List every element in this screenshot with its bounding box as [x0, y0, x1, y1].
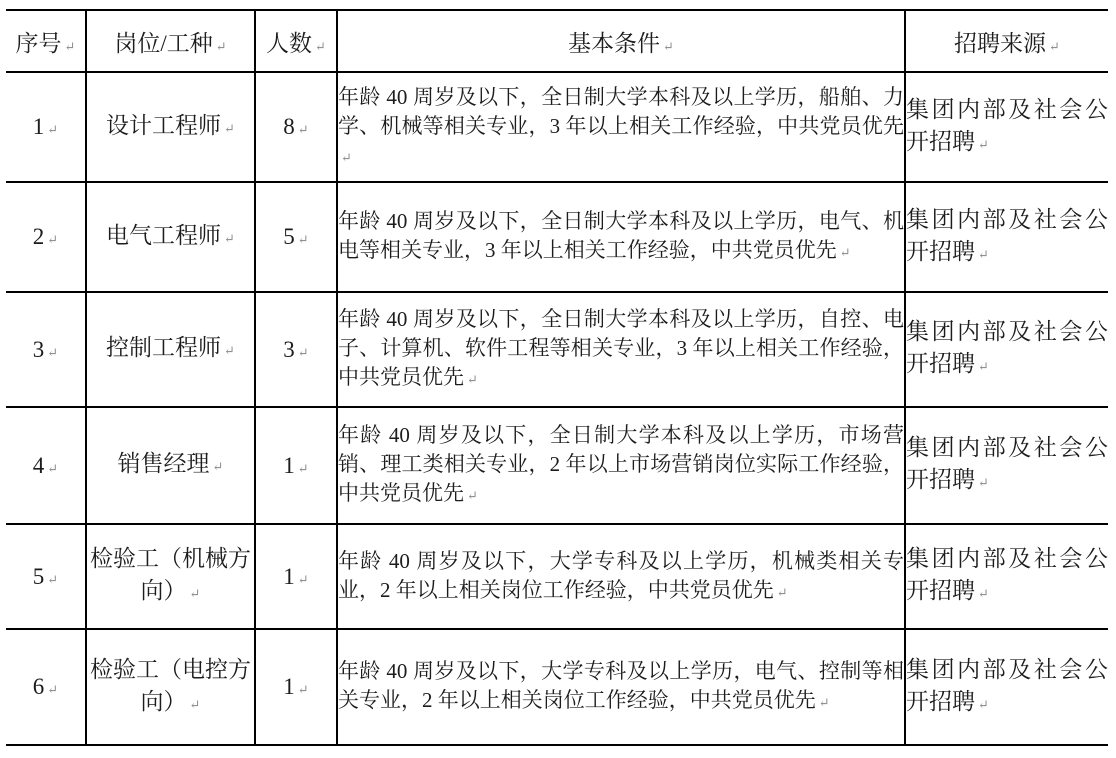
pilcrow-icon: ↵ — [215, 38, 227, 54]
headcount: 1 — [283, 563, 295, 589]
cell-headcount — [255, 182, 337, 292]
cell-source — [905, 629, 1108, 745]
cell-serial-no — [6, 292, 86, 407]
cell-conditions — [337, 407, 905, 524]
pilcrow-icon: ↵ — [839, 245, 851, 260]
cell-serial-no — [6, 629, 86, 745]
pilcrow-icon: ↵ — [467, 488, 478, 503]
table-row — [6, 292, 1108, 407]
pilcrow-icon: ↵ — [224, 343, 235, 358]
pilcrow-icon: ↵ — [663, 38, 674, 54]
cell-position — [86, 524, 255, 629]
position-name: 检验工（电控方向） — [90, 656, 251, 714]
cell-headcount — [255, 407, 337, 524]
pilcrow-icon: ↵ — [297, 571, 309, 587]
cell-headcount — [255, 524, 337, 629]
header-label: 岗位/工种 — [114, 30, 213, 56]
header-label: 基本条件 — [568, 30, 661, 56]
cell-headcount — [255, 72, 337, 182]
serial-no: 2 — [32, 224, 45, 249]
pilcrow-icon: ↵ — [467, 372, 478, 387]
table-row — [6, 72, 1108, 182]
cell-headcount — [255, 292, 337, 407]
pilcrow-icon: ↵ — [978, 136, 989, 152]
cell-position — [86, 629, 255, 745]
conditions-text: 年龄 40 周岁及以下，全日制大学本科及以上学历，市场营销、理工类相关专业，2 年以上市场营销岗位实际工作经验，中共党员优先 — [338, 423, 904, 505]
serial-no: 4 — [32, 452, 45, 478]
cell-serial-no — [6, 182, 86, 292]
position-name: 控制工程师 — [106, 335, 222, 360]
cell-conditions — [337, 292, 905, 407]
header-row — [6, 10, 1108, 72]
cell-conditions — [337, 524, 905, 629]
pilcrow-icon: ↵ — [315, 38, 326, 54]
headcount: 5 — [283, 224, 295, 249]
column-header-no — [6, 10, 86, 72]
pilcrow-icon: ↵ — [297, 682, 309, 697]
conditions-text: 年龄 40 周岁及以下，全日制大学本科及以上学历，自控、电子、计算机、软件工程等相关专业，3 年以上相关工作经验，中共党员优先 — [338, 307, 904, 389]
header-label: 序号 — [15, 30, 62, 56]
serial-no: 1 — [32, 114, 45, 139]
headcount: 1 — [283, 674, 295, 699]
cell-serial-no — [6, 407, 86, 524]
position-name: 检验工（机械方向） — [90, 546, 251, 603]
recruitment-table — [6, 9, 1108, 746]
serial-no: 5 — [32, 563, 45, 589]
pilcrow-icon: ↵ — [297, 122, 309, 137]
conditions-text: 年龄 40 周岁及以下，大学专科及以上学历，机械类相关专业，2 年以上相关岗位工作经验，中共党员优先 — [338, 548, 904, 602]
pilcrow-icon: ↵ — [776, 584, 788, 600]
serial-no: 3 — [32, 336, 45, 362]
cell-position — [86, 72, 255, 182]
cell-source — [905, 292, 1108, 407]
source-text: 集团内部及社会公开招聘 — [906, 656, 1108, 714]
cell-conditions — [337, 72, 905, 182]
pilcrow-icon: ↵ — [978, 246, 989, 262]
pilcrow-icon: ↵ — [297, 344, 309, 360]
table-row — [6, 407, 1108, 524]
headcount: 3 — [283, 336, 295, 362]
table-header — [6, 10, 1108, 72]
pilcrow-icon: ↵ — [978, 475, 989, 490]
table-body — [6, 72, 1108, 745]
column-header-source — [905, 10, 1108, 72]
cell-headcount — [255, 629, 337, 745]
cell-source — [905, 182, 1108, 292]
cell-conditions — [337, 629, 905, 745]
conditions-text: 年龄 40 周岁及以下，全日制大学本科及以上学历，船舶、力学、机械等相关专业，3 年以上相关工作经验，中共党员优先 — [338, 84, 904, 138]
cell-source — [905, 72, 1108, 182]
column-header-position — [86, 10, 255, 72]
pilcrow-icon: ↵ — [224, 120, 235, 136]
pilcrow-icon: ↵ — [47, 571, 59, 587]
pilcrow-icon: ↵ — [978, 586, 989, 601]
column-header-count — [255, 10, 337, 72]
header-label: 人数 — [266, 30, 313, 56]
conditions-text: 年龄 40 周岁及以下，全日制大学本科及以上学历，电气、机电等相关专业，3 年以上相关工作经验，中共党员优先 — [338, 209, 904, 262]
source-text: 集团内部及社会公开招聘 — [906, 206, 1108, 264]
source-text: 集团内部及社会公开招聘 — [906, 435, 1108, 492]
pilcrow-icon: ↵ — [212, 459, 224, 474]
pilcrow-icon: ↵ — [47, 460, 59, 476]
header-label: 招聘来源 — [954, 30, 1047, 56]
cell-position — [86, 407, 255, 524]
pilcrow-icon: ↵ — [47, 344, 59, 360]
pilcrow-icon: ↵ — [47, 232, 59, 247]
headcount: 1 — [283, 452, 295, 478]
document-page — [6, 9, 1108, 746]
cell-position — [86, 182, 255, 292]
pilcrow-icon: ↵ — [47, 682, 59, 697]
cell-conditions — [337, 182, 905, 292]
source-text: 集团内部及社会公开招聘 — [906, 96, 1108, 154]
headcount: 8 — [283, 114, 295, 139]
pilcrow-icon: ↵ — [224, 230, 235, 246]
pilcrow-icon: ↵ — [189, 586, 201, 601]
source-text: 集团内部及社会公开招聘 — [906, 319, 1108, 376]
pilcrow-icon: ↵ — [64, 38, 76, 54]
pilcrow-icon: ↵ — [189, 696, 201, 712]
cell-position — [86, 292, 255, 407]
pilcrow-icon: ↵ — [341, 149, 352, 165]
position-name: 设计工程师 — [106, 112, 222, 138]
position-name: 销售经理 — [117, 451, 210, 476]
conditions-text: 年龄 40 周岁及以下，大学专科及以上学历，电气、控制等相关专业，2 年以上相关岗位工作经验，中共党员优先 — [338, 659, 904, 712]
cell-source — [905, 524, 1108, 629]
pilcrow-icon: ↵ — [978, 696, 989, 712]
column-header-conditions — [337, 10, 905, 72]
pilcrow-icon: ↵ — [297, 460, 309, 476]
pilcrow-icon: ↵ — [1049, 38, 1060, 54]
pilcrow-icon: ↵ — [818, 695, 830, 710]
cell-serial-no — [6, 524, 86, 629]
pilcrow-icon: ↵ — [47, 122, 59, 137]
cell-serial-no — [6, 72, 86, 182]
table-row — [6, 524, 1108, 629]
serial-no: 6 — [32, 674, 45, 699]
cell-source — [905, 407, 1108, 524]
position-name: 电气工程师 — [106, 222, 222, 248]
pilcrow-icon: ↵ — [978, 359, 989, 374]
source-text: 集团内部及社会公开招聘 — [906, 546, 1108, 603]
table-row — [6, 182, 1108, 292]
table-row — [6, 629, 1108, 745]
pilcrow-icon: ↵ — [297, 232, 309, 247]
